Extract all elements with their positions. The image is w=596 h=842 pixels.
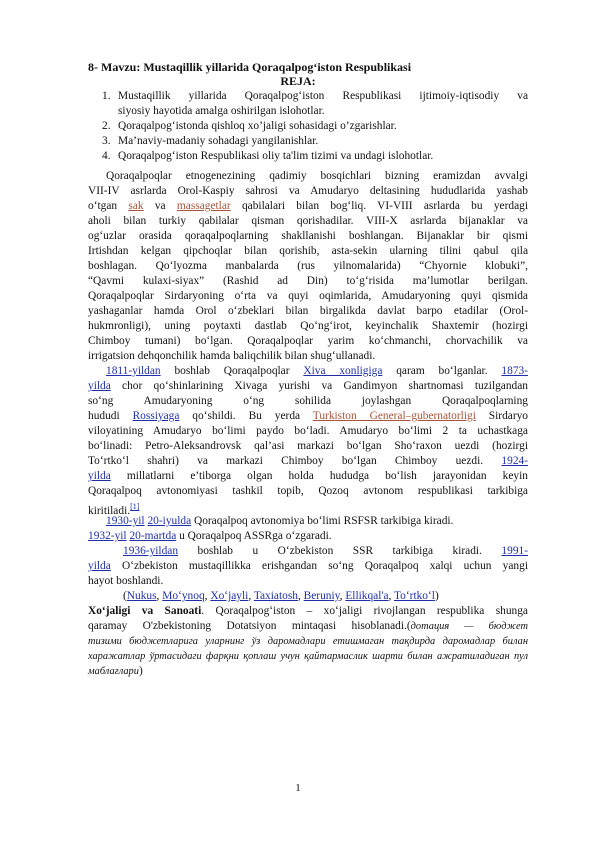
link-1873-yilda[interactable]: yilda — [88, 380, 111, 392]
link-1936-yildan[interactable]: 1936-yildan — [123, 545, 179, 557]
plan-item — [88, 119, 528, 134]
paragraph-line: Qoraqalpoqlar etnogenezining qadimiy bosqichlari bizning eramizdan avvalgi — [106, 170, 528, 182]
text-span: Qoraqalpoq avtonomiya bo‘limi RSFSR tarkibiga kiradi. — [191, 515, 454, 527]
link-1873-yilda[interactable]: 1873- — [501, 365, 528, 377]
plan-item-number: 4. — [102, 150, 111, 162]
link-xojayli[interactable]: Xo‘jayli — [210, 590, 249, 602]
paragraph-line — [88, 604, 528, 619]
text-span: kiritiladi. — [88, 504, 131, 517]
section-heading-inline: Xo‘jaligi va Sanoati — [88, 605, 202, 617]
paragraph-line — [88, 199, 528, 214]
plan-item-text: Qoraqalpog‘istonda qishloq xo’jaligi sohasidagi o’zgarishlar. — [118, 120, 397, 132]
text-span: u Qoraqalpoq ASSRga o‘zgaradi. — [176, 530, 332, 542]
paragraph-line: VII-IV asrlarda Orol-Kaspiy sahrosi va Amudaryo deltasining hududlarida yashab — [88, 185, 528, 197]
paragraph-line: харажатлар ўртасидаги фарқни қоплаш учун қайтармаслик шарти билан ажратиладиган пул — [88, 651, 528, 662]
paragraph-line — [88, 559, 528, 574]
link-beruniy[interactable]: Beruniy — [303, 590, 340, 602]
link-1991-yilda[interactable]: yilda — [88, 560, 111, 572]
paragraph-line: yashaganlar hamda Orol o‘zbeklari bilan birgalikda davlat barpo etadilar (Orol- — [88, 305, 528, 317]
paragraph-line: irrigatsion dehqonchilik hamda baliqchilik bilan shug‘ullanadi. — [88, 350, 376, 362]
plan-item — [88, 149, 528, 164]
plan-item-text-cont: siyosiy hayotida amalga oshirilgan islohotlar. — [118, 105, 325, 117]
paragraph-line: viloyatining Amudaryo bo‘limi paydo bo‘ladi. Amudaryo bo‘limi 2 ta uchastkaga — [88, 425, 528, 437]
text-span: chor qo‘shinlarining Xivaga yurishi va Gandimyon shartnomasi tuzilgandan — [110, 380, 528, 392]
plan-heading: REJA: — [280, 74, 316, 88]
page-title: 8- Mavzu: Mustaqillik yillarida Qoraqalpog‘iston Respublikasi — [88, 60, 412, 74]
text-span: va — [143, 200, 177, 212]
text-span: qaramay O'zbekistoning Dotatsiyon mintaqasi hisoblanadi.( — [88, 620, 411, 632]
link-tortkol[interactable]: To‘rtko‘l — [394, 590, 435, 602]
plan-item — [88, 89, 528, 119]
city-links: (Nukus, Mo‘ynoq, Xo‘jayli, Taxiatosh, Beruniy, Ellikqal'a, To‘rtko‘l) — [123, 590, 439, 602]
paragraph-line — [88, 379, 528, 394]
paragraph-line: Qoraqalpoq avtonomiyasi tashkil topib, Qozoq avtonom respublikasi tarkibiga — [88, 485, 528, 497]
link-sak[interactable]: sak — [128, 200, 144, 212]
paragraph-line — [88, 619, 528, 634]
paragraph-line: Irtishdan kelgan qipchoqlar bilan qorishib, asta-sekin ularning tilini qabul qila — [88, 245, 528, 257]
paragraph-line — [88, 664, 528, 679]
plan-item-number: 1. — [102, 90, 111, 102]
italic-text: маблағлари — [88, 666, 139, 677]
paragraph-line: hukmronligi), uning poytaxti dastlab Qo‘ng‘irot, keyinchalik Shaxtemir (hozirgi — [88, 320, 528, 332]
footnote-ref[interactable]: [1] — [130, 502, 140, 511]
paragraph-line: Chimboy tumani) bo‘lgan. Qoraqalpoqlar yarim ko‘chmanchi, chorvachilik va — [88, 335, 528, 347]
paragraph-line — [88, 454, 528, 469]
text-span: boshlab Qoraqalpoqlar — [160, 365, 304, 377]
paragraph-line — [123, 544, 528, 559]
link-nukus[interactable]: Nukus — [126, 590, 157, 602]
paragraph-line: so‘ng Amudaryoning o‘ng sohilida joylashgan Qoraqalpoqlarning — [88, 395, 528, 407]
text-span: To‘rtko‘l shahri) va markazi Chimboy bo‘lgan Chimboy uezdi. — [88, 455, 502, 467]
plan-item-text: Mustaqillik yillarida Qoraqalpog‘iston Respublikasi ijtimoiy-iqtisodiy va — [118, 90, 528, 102]
paragraph-line: Qoraqalpoqlar Sirdaryoning o‘rta va quyi oqimlarida, Amudaryoning quyi qismida — [88, 290, 528, 302]
link-rossiyaga[interactable]: Rossiyaga — [132, 410, 180, 422]
link-xiva-xonligiga[interactable]: Xiva xonligiga — [303, 365, 383, 377]
link-taxiatosh[interactable]: Taxiatosh — [253, 590, 298, 602]
paragraph-line: “Qavmi kulaxi-siyax” (Rashid ad Din) to‘g‘risida ma’lumotlar berilgan. — [88, 275, 528, 287]
plan-item-text: Qoraqalpog‘iston Respublikasi oliy ta'lim tizimi va undagi islohotlar. — [118, 150, 434, 162]
paragraph-line: hayot boshlandi. — [88, 575, 164, 587]
paragraph-line: boshlagan. Qo‘lyozma manbalarda (rus yilnomalarida) “Chyornie klobuki”, — [88, 260, 528, 272]
paragraph-line — [106, 514, 546, 529]
text-span: boshlab u O‘zbekiston SSR tarkibiga kiradi. — [178, 545, 502, 557]
paragraph-line — [106, 364, 528, 379]
link-moynoq[interactable]: Mo‘ynoq — [162, 590, 205, 602]
text-span: o‘tgan — [88, 200, 129, 212]
paragraph-line: og‘uzlar orasida qoraqalpoqlarning shakllanishi boshlangan. Bijanaklar bir qismi — [88, 230, 528, 242]
link-1924-yilda[interactable]: 1924- — [501, 455, 528, 467]
link-20-martda[interactable]: 20-martda — [129, 530, 177, 542]
text-span: hududi — [88, 410, 133, 422]
text-span: . Qoraqalpog‘iston – xo‘jaligi rivojlangan respublika shunga — [201, 605, 528, 617]
page-number: 1 — [295, 782, 301, 794]
plan-list — [88, 89, 528, 164]
plan-item — [88, 134, 528, 149]
paragraph-line: bo‘linadi: Petro-Aleksandrovsk qal’asi markazi bo‘lgan Sho‘raxon uezdi (hozirgi — [88, 440, 528, 452]
link-1930-yil[interactable]: 1930-yil — [106, 515, 145, 527]
link-1811-yildan[interactable]: 1811-yildan — [106, 365, 161, 377]
link-ellikqala[interactable]: Ellikqal'a — [345, 590, 389, 602]
link-1924-yilda[interactable]: yilda — [88, 470, 111, 482]
link-massagetlar[interactable]: massagetlar — [176, 200, 231, 212]
link-20-iyulda[interactable]: 20-iyulda — [147, 515, 192, 527]
plan-item-text: Ma’naviy-madaniy sohadagi yangilanishlar. — [118, 135, 319, 147]
paragraph-line: тизими бюджетларига уларнинг ўз даромадлари етишмаган тақдирда даромадлар билан — [88, 636, 528, 647]
text-span: ) — [138, 665, 143, 677]
paragraph-line — [88, 469, 528, 484]
link-turkiston-gubernatorligi[interactable]: Turkiston General–gubernatorligi — [312, 410, 476, 422]
paragraph-line — [88, 529, 528, 544]
plan-item-number: 3. — [102, 135, 111, 147]
italic-text: дотация — бюджет — [410, 621, 528, 632]
text-span: O‘zbekiston mustaqillikka erishgandan so‘ng Qoraqalpoq xalqi uchun yangi — [110, 560, 528, 572]
paragraph-line — [88, 409, 528, 424]
plan-item-number: 2. — [102, 120, 111, 132]
text-span: Sirdaryo — [475, 410, 528, 422]
link-1932-yil[interactable]: 1932-yil — [88, 530, 127, 542]
text-span: qabilalari bilan bog‘liq. VI-VIII asrlarda bu yerdagi — [230, 200, 529, 212]
link-1991-yilda[interactable]: 1991- — [501, 545, 528, 557]
text-span: millatlarni e’tiborga olgan holda hududga bo‘lish jarayonidan keyin — [110, 470, 528, 482]
paragraph-line: aholi bilan turkiy qabilalar qisman qorishadilar. VIII-X asrlarda bijanaklar va — [88, 215, 528, 227]
text-span: qo‘shildi. Bu yerda — [179, 410, 313, 422]
text-span: qaram bo‘lganlar. — [382, 365, 502, 377]
